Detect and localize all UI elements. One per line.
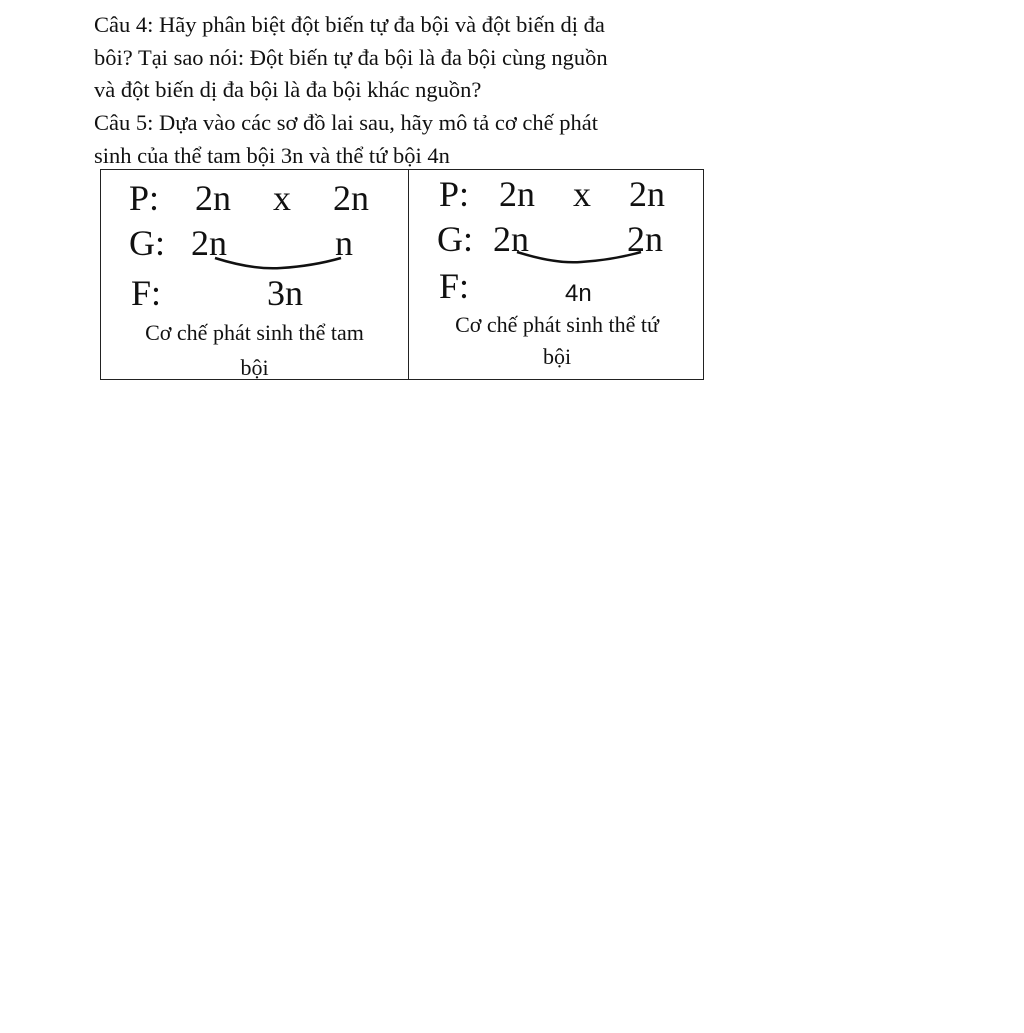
caption-line-1: Cơ chế phát sinh thể tứ [455,312,659,337]
cross-diagram-table [100,169,704,380]
g-label: G: [437,219,473,259]
question-5-line-2: sinh của thể tam bội 3n và thể tứ bội 4n [94,143,450,168]
p-parent-2: 2n [333,178,369,218]
caption-line-1: Cơ chế phát sinh thể tam [145,320,364,345]
p-label: P: [439,174,470,214]
p-cross-symbol: x [273,178,291,218]
g-gamete-1: 2n [191,223,227,263]
f-label: F: [131,273,162,313]
fusion-brace [213,256,343,272]
f-label: F: [439,266,470,306]
triploid-cross-cell [101,170,409,379]
g-gamete-2: n [335,223,353,263]
p-parent-1: 2n [499,174,535,214]
question-4-line-1: Câu 4: Hãy phân biệt đột biến tự đa bội và đột biến dị đa [94,12,605,37]
p-cross-symbol: x [573,174,591,214]
caption-line-2: bội [240,355,269,380]
g-gamete-2: 2n [627,219,663,259]
g-label: G: [129,223,165,263]
question-5-line-1: Câu 5: Dựa vào các sơ đồ lai sau, hãy mô tả cơ chế phát [94,110,598,135]
g-gamete-1: 2n [493,219,529,259]
f-offspring: 3n [267,273,303,313]
f-offspring: 4n [565,280,592,307]
question-4-line-2: bôi? Tại sao nói: Đột biến tự đa bội là đa bội cùng nguồn [94,45,608,70]
caption-line-2: bội [542,344,572,369]
p-parent-2: 2n [629,174,665,214]
p-parent-1: 2n [195,178,231,218]
tetraploid-cross-cell [409,170,705,379]
fusion-brace [515,250,643,266]
question-4-line-3: và đột biến dị đa bội là đa bội khác nguồn? [94,77,482,102]
p-label: P: [129,178,160,218]
